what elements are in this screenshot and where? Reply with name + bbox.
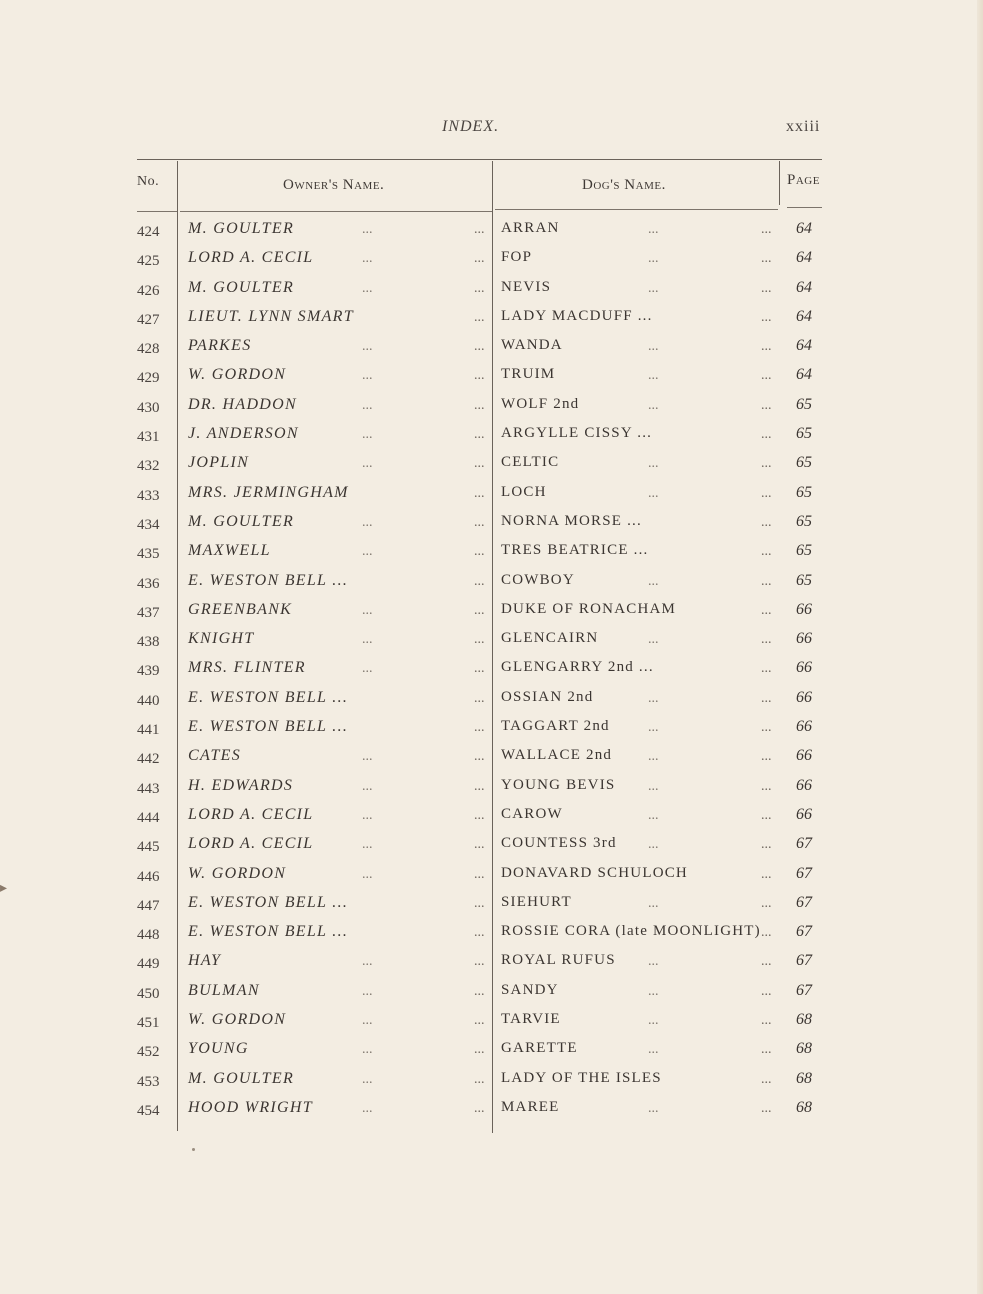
page-number: 66 (796, 718, 812, 736)
owner-leader-dots: ... (362, 280, 373, 296)
table-row (137, 919, 822, 948)
dog-name: CAROW (501, 805, 563, 822)
page-number: 68 (796, 1098, 812, 1116)
dog-name: COWBOY (501, 571, 575, 588)
dog-name: DUKE OF RONACHAM (501, 600, 677, 617)
owner-leader-dots: ... (362, 222, 373, 237)
page-number: 64 (796, 307, 812, 325)
dog-leader-dots: ... (648, 895, 659, 911)
owner-leader-dots: ... (362, 251, 373, 267)
separator-leader-dots: ... (474, 632, 485, 648)
row-number: 441 (137, 722, 160, 739)
dog-name: MAREE (501, 1098, 560, 1115)
owner-leader-dots: ... (362, 1100, 373, 1116)
row-number: 425 (137, 253, 160, 270)
page-number: 66 (796, 600, 812, 618)
page-number: 66 (796, 805, 812, 823)
table-header (137, 160, 822, 212)
page-number: 67 (796, 835, 812, 853)
separator-leader-dots: ... (474, 251, 485, 267)
row-number: 445 (137, 839, 160, 856)
separator-leader-dots: ... (474, 397, 485, 413)
owner-name: PARKES (188, 337, 252, 355)
separator-leader-dots: ... (474, 1071, 485, 1087)
owner-leader-dots: ... (362, 632, 373, 648)
dog-name: GARETTE (501, 1040, 578, 1057)
owner-name: LORD A. CECIL (188, 835, 314, 853)
dog-leader-dots: ... (648, 368, 659, 384)
dog-leader-dots: ... (648, 222, 659, 237)
page-leader-dots: ... (761, 309, 772, 325)
header-rule-dog (495, 209, 778, 210)
table-row (137, 890, 822, 919)
owner-leader-dots: ... (362, 954, 373, 970)
row-number: 442 (137, 751, 160, 768)
owner-name: LORD A. CECIL (188, 805, 314, 823)
table-row (137, 948, 822, 977)
owner-name: BULMAN (188, 981, 260, 999)
table-row (137, 802, 822, 831)
owner-name: HOOD WRIGHT (188, 1098, 313, 1116)
page-number: 64 (796, 278, 812, 296)
page-number: 66 (796, 630, 812, 648)
page-number: 66 (796, 659, 812, 677)
header-no: No. (137, 174, 160, 189)
separator-leader-dots: ... (474, 1100, 485, 1116)
page-number: 68 (796, 1069, 812, 1087)
owner-name: GREENBANK (188, 600, 293, 618)
table-row (137, 685, 822, 714)
row-number: 434 (137, 516, 160, 533)
owner-leader-dots: ... (362, 427, 373, 443)
dog-leader-dots: ... (648, 1100, 659, 1116)
page-number: 67 (796, 864, 812, 882)
owner-leader-dots: ... (362, 1013, 373, 1029)
page-leader-dots: ... (761, 632, 772, 648)
table-row (137, 304, 822, 333)
page-leader-dots: ... (761, 983, 772, 999)
owner-leader-dots: ... (362, 397, 373, 413)
page-folio: xxiii (786, 118, 821, 135)
header-rule-owner (180, 211, 492, 212)
owner-name: HAY (188, 952, 222, 970)
table-row (137, 1007, 822, 1036)
owner-name: MAXWELL (188, 542, 271, 560)
header-page: Page (787, 172, 820, 188)
dog-leader-dots: ... (648, 749, 659, 765)
page-leader-dots: ... (761, 954, 772, 970)
paper-speck (192, 1148, 195, 1151)
row-number: 452 (137, 1044, 160, 1061)
page-leader-dots: ... (761, 544, 772, 560)
page-number: 67 (796, 952, 812, 970)
page-number: 64 (796, 249, 812, 267)
page-leader-dots: ... (761, 1071, 772, 1087)
table-row (137, 743, 822, 772)
separator-leader-dots: ... (474, 866, 485, 882)
row-number: 437 (137, 604, 160, 621)
separator-leader-dots: ... (474, 1042, 485, 1058)
table-row (137, 1066, 822, 1095)
dog-name: LADY MACDUFF ... (501, 307, 653, 324)
separator-leader-dots: ... (474, 602, 485, 618)
table-row (137, 333, 822, 362)
owner-name: H. EDWARDS (188, 776, 294, 794)
dog-leader-dots: ... (648, 837, 659, 853)
dog-leader-dots: ... (648, 690, 659, 706)
page-number: 66 (796, 688, 812, 706)
row-number: 438 (137, 634, 160, 651)
page-number: 65 (796, 425, 812, 443)
table-row (137, 773, 822, 802)
dog-name: ROYAL RUFUS (501, 952, 616, 969)
dog-leader-dots: ... (648, 573, 659, 589)
row-number: 446 (137, 868, 160, 885)
dog-name: WANDA (501, 337, 563, 354)
dog-name: LOCH (501, 483, 547, 500)
owner-name: W. GORDON (188, 864, 287, 882)
page-leader-dots: ... (761, 280, 772, 296)
page-number: 64 (796, 220, 812, 237)
row-number: 454 (137, 1102, 160, 1119)
table-row (137, 1036, 822, 1065)
row-number: 427 (137, 311, 160, 328)
owner-name: M. GOULTER (188, 220, 295, 237)
separator-leader-dots: ... (474, 925, 485, 941)
dog-leader-dots: ... (648, 720, 659, 736)
separator-leader-dots: ... (474, 895, 485, 911)
page-leader-dots: ... (761, 456, 772, 472)
row-number: 448 (137, 927, 160, 944)
owner-leader-dots: ... (362, 807, 373, 823)
page-number: 66 (796, 776, 812, 794)
row-number: 426 (137, 282, 160, 299)
dog-name: TARVIE (501, 1011, 561, 1028)
column-divider-dog (779, 161, 780, 205)
table-row (137, 421, 822, 450)
header-rule-no (137, 211, 177, 212)
page-leader-dots: ... (761, 778, 772, 794)
row-number: 453 (137, 1073, 160, 1090)
owner-leader-dots: ... (362, 514, 373, 530)
row-number: 432 (137, 458, 160, 475)
page-edge (977, 0, 983, 1294)
dog-name: NEVIS (501, 278, 552, 295)
table-row (137, 480, 822, 509)
dog-name: FOP (501, 249, 533, 266)
dog-name: TRES BEATRICE ... (501, 542, 649, 559)
page-number: 65 (796, 395, 812, 413)
table-row (137, 597, 822, 626)
page-leader-dots: ... (761, 251, 772, 267)
dog-name: DONAVARD SCHULOCH (501, 864, 688, 881)
dog-name: OSSIAN 2nd (501, 688, 594, 705)
table-row (137, 392, 822, 421)
owner-name: LORD A. CECIL (188, 249, 314, 267)
dog-leader-dots: ... (648, 1042, 659, 1058)
table-row (137, 1095, 822, 1124)
dog-name: WOLF 2nd (501, 395, 580, 412)
page-leader-dots: ... (761, 866, 772, 882)
page-number: 67 (796, 923, 812, 941)
separator-leader-dots: ... (474, 983, 485, 999)
table-row (137, 509, 822, 538)
separator-leader-dots: ... (474, 309, 485, 325)
dog-name: GLENGARRY 2nd ... (501, 659, 654, 676)
page-number: 64 (796, 366, 812, 384)
running-head (0, 118, 983, 142)
owner-name: DR. HADDON (188, 395, 297, 413)
separator-leader-dots: ... (474, 661, 485, 677)
owner-leader-dots: ... (362, 837, 373, 853)
table-row (137, 362, 822, 391)
separator-leader-dots: ... (474, 749, 485, 765)
table-row (137, 714, 822, 743)
owner-name: CATES (188, 747, 242, 765)
owner-name: JOPLIN (188, 454, 250, 472)
row-number: 443 (137, 780, 160, 797)
page-leader-dots: ... (761, 573, 772, 589)
dog-leader-dots: ... (648, 339, 659, 355)
table-row (137, 245, 822, 274)
owner-leader-dots: ... (362, 866, 373, 882)
page-leader-dots: ... (761, 720, 772, 736)
page-number: 67 (796, 981, 812, 999)
dog-leader-dots: ... (648, 280, 659, 296)
row-number: 447 (137, 897, 160, 914)
dog-name: CELTIC (501, 454, 560, 471)
row-number: 435 (137, 546, 160, 563)
dog-name: LADY OF THE ISLES (501, 1069, 662, 1086)
dog-leader-dots: ... (648, 954, 659, 970)
page-leader-dots: ... (761, 837, 772, 853)
page-leader-dots: ... (761, 485, 772, 501)
dog-leader-dots: ... (648, 1013, 659, 1029)
dog-name: ARRAN (501, 220, 560, 236)
owner-name: E. WESTON BELL ... (188, 893, 349, 911)
page-number: 68 (796, 1011, 812, 1029)
separator-leader-dots: ... (474, 280, 485, 296)
table-row (137, 538, 822, 567)
separator-leader-dots: ... (474, 514, 485, 530)
dog-name: SIEHURT (501, 893, 572, 910)
page-leader-dots: ... (761, 1013, 772, 1029)
page-leader-dots: ... (761, 1100, 772, 1116)
header-owner-name: Owner's Name. (283, 177, 385, 193)
dog-name: SANDY (501, 981, 559, 998)
dog-leader-dots: ... (648, 807, 659, 823)
table-row (137, 626, 822, 655)
table-row (137, 861, 822, 890)
header-rule-page (787, 207, 822, 208)
dog-leader-dots: ... (648, 397, 659, 413)
table-row (137, 275, 822, 304)
separator-leader-dots: ... (474, 954, 485, 970)
separator-leader-dots: ... (474, 368, 485, 384)
owner-name: E. WESTON BELL ... (188, 571, 349, 589)
owner-name: M. GOULTER (188, 512, 295, 530)
page-leader-dots: ... (761, 1042, 772, 1058)
page-leader-dots: ... (761, 925, 772, 941)
page-leader-dots: ... (761, 807, 772, 823)
page-number: 66 (796, 747, 812, 765)
row-number: 433 (137, 487, 160, 504)
separator-leader-dots: ... (474, 778, 485, 794)
row-number: 436 (137, 575, 160, 592)
page-number: 65 (796, 512, 812, 530)
owner-name: M. GOULTER (188, 1069, 295, 1087)
separator-leader-dots: ... (474, 837, 485, 853)
page-number: 65 (796, 542, 812, 560)
page-leader-dots: ... (761, 661, 772, 677)
page-number: 67 (796, 893, 812, 911)
separator-leader-dots: ... (474, 544, 485, 560)
owner-name: J. ANDERSON (188, 425, 299, 443)
owner-name: W. GORDON (188, 366, 287, 384)
owner-name: M. GOULTER (188, 278, 295, 296)
owner-name: KNIGHT (188, 630, 255, 648)
owner-name: MRS. JERMINGHAM (188, 483, 349, 501)
dog-name: YOUNG BEVIS (501, 776, 616, 793)
row-number: 430 (137, 399, 160, 416)
separator-leader-dots: ... (474, 573, 485, 589)
owner-name: W. GORDON (188, 1011, 287, 1029)
page-number: 65 (796, 454, 812, 472)
row-number: 428 (137, 341, 160, 358)
dog-leader-dots: ... (648, 632, 659, 648)
separator-leader-dots: ... (474, 427, 485, 443)
owner-leader-dots: ... (362, 1042, 373, 1058)
owner-leader-dots: ... (362, 661, 373, 677)
page-number: 65 (796, 571, 812, 589)
row-number: 444 (137, 809, 160, 826)
separator-leader-dots: ... (474, 807, 485, 823)
dog-leader-dots: ... (648, 983, 659, 999)
row-number: 439 (137, 663, 160, 680)
page-number: 65 (796, 483, 812, 501)
owner-name: LIEUT. LYNN SMART (188, 307, 354, 325)
dog-name: COUNTESS 3rd (501, 835, 617, 852)
row-number: 429 (137, 370, 160, 387)
page-leader-dots: ... (761, 222, 772, 237)
page-leader-dots: ... (761, 397, 772, 413)
dog-leader-dots: ... (648, 251, 659, 267)
page-leader-dots: ... (761, 895, 772, 911)
page-leader-dots: ... (761, 339, 772, 355)
owner-name: MRS. FLINTER (188, 659, 306, 677)
separator-leader-dots: ... (474, 720, 485, 736)
table-row (137, 216, 822, 245)
table-row (137, 978, 822, 1007)
owner-leader-dots: ... (362, 339, 373, 355)
row-number: 440 (137, 692, 160, 709)
dog-name: ARGYLLE CISSY ... (501, 425, 653, 442)
dog-name: NORNA MORSE ... (501, 512, 642, 529)
separator-leader-dots: ... (474, 456, 485, 472)
index-table-body (137, 216, 822, 1124)
separator-leader-dots: ... (474, 485, 485, 501)
page-leader-dots: ... (761, 602, 772, 618)
dog-leader-dots: ... (648, 485, 659, 501)
dog-name: TRUIM (501, 366, 556, 383)
table-row (137, 450, 822, 479)
row-number: 424 (137, 224, 160, 240)
separator-leader-dots: ... (474, 1013, 485, 1029)
row-number: 451 (137, 1015, 160, 1032)
page-leader-dots: ... (761, 427, 772, 443)
table-row (137, 831, 822, 860)
owner-leader-dots: ... (362, 602, 373, 618)
dog-leader-dots: ... (648, 456, 659, 472)
page-leader-dots: ... (761, 690, 772, 706)
owner-leader-dots: ... (362, 1071, 373, 1087)
page-title: INDEX. (442, 118, 500, 135)
dog-name: GLENCAIRN (501, 630, 599, 647)
page-number: 64 (796, 337, 812, 355)
owner-leader-dots: ... (362, 983, 373, 999)
page-leader-dots: ... (761, 368, 772, 384)
table-row (137, 655, 822, 684)
owner-leader-dots: ... (362, 368, 373, 384)
separator-leader-dots: ... (474, 690, 485, 706)
owner-leader-dots: ... (362, 778, 373, 794)
owner-name: E. WESTON BELL ... (188, 688, 349, 706)
dog-name: TAGGART 2nd (501, 718, 610, 735)
owner-name: E. WESTON BELL ... (188, 718, 349, 736)
page-leader-dots: ... (761, 749, 772, 765)
row-number: 449 (137, 956, 160, 973)
row-number: 431 (137, 429, 160, 446)
dog-name: ROSSIE CORA (late MOONLIGHT) (501, 923, 761, 940)
owner-name: YOUNG (188, 1040, 249, 1058)
owner-leader-dots: ... (362, 456, 373, 472)
row-number: 450 (137, 985, 160, 1002)
separator-leader-dots: ... (474, 222, 485, 237)
header-dog-name: Dog's Name. (582, 177, 666, 193)
table-row (137, 568, 822, 597)
owner-leader-dots: ... (362, 749, 373, 765)
dog-name: WALLACE 2nd (501, 747, 613, 764)
page-leader-dots: ... (761, 514, 772, 530)
margin-mark: ▸ (0, 881, 8, 896)
page-number: 68 (796, 1040, 812, 1058)
owner-name: E. WESTON BELL ... (188, 923, 349, 941)
dog-leader-dots: ... (648, 778, 659, 794)
separator-leader-dots: ... (474, 339, 485, 355)
owner-leader-dots: ... (362, 544, 373, 560)
